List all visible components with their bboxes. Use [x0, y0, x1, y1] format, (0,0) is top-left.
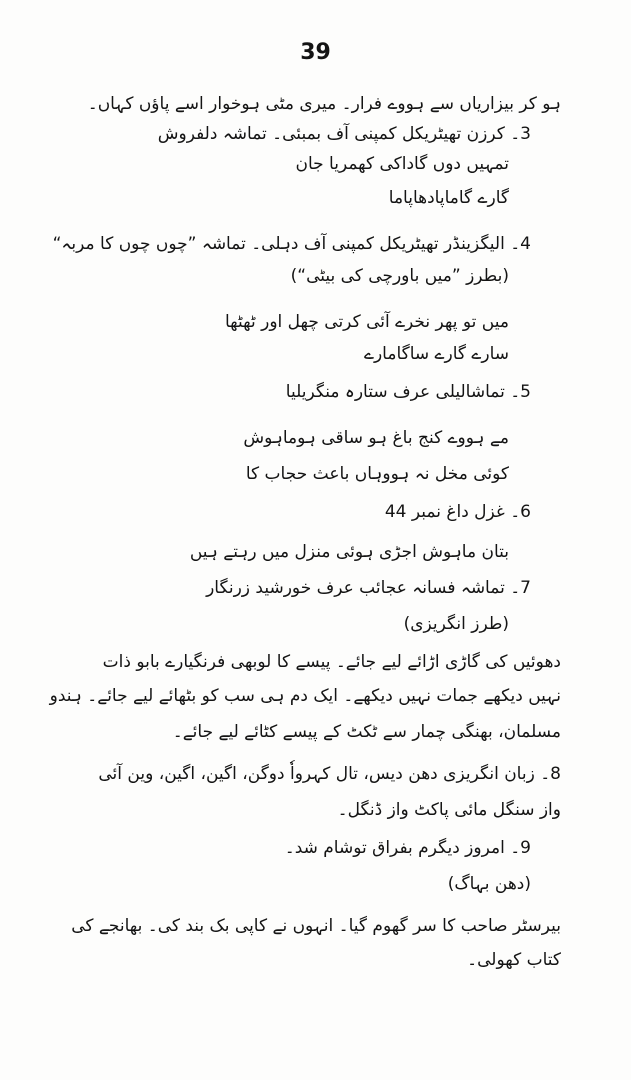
text-line: کوئی مخل نہ ہووہاں باعث حجاب کا — [245, 464, 509, 484]
text-line: میں تو پھر نخرے آئی کرتی چھل اور ٹھٹھا — [225, 312, 509, 332]
text-line: مے ہووے کنج باغ ہو ساقی ہوماہوش — [243, 428, 509, 448]
text-line: تمہیں دوں گاداکی کھمریا جان — [295, 154, 509, 174]
text-line: 4۔ الیگزینڈر تھیٹریکل کمپنی آف دہلی۔ تماشہ ”چوں چوں کا مربہ“ — [52, 234, 531, 254]
text-line: (دھن بہاگ) — [447, 874, 531, 894]
text-line: سارے گارے ساگامارے — [364, 344, 509, 364]
text-line: (بطرز ”میں باورچی کی بیٹی“) — [290, 266, 509, 286]
text-line: (طرز انگریزی) — [403, 614, 509, 634]
text-line: گارے گاماپادھاپاما — [388, 188, 509, 208]
text-line: ہو کر بیزاریاں سے ہووے فرار۔ میری مٹی ہوخوار اسے پاؤں کہاں۔ — [87, 94, 561, 114]
text-line: 9۔ امروز دیگرم بفراق توشام شد۔ — [284, 838, 531, 858]
text-line: 6۔ غزل داغ نمبر 44 — [384, 502, 531, 522]
text-line: مسلمان، بھنگی چمار سے ٹکٹ کے پیسے کٹائے لیے جائے۔ — [172, 722, 561, 742]
page-number: 39 — [300, 40, 331, 65]
text-line: 8۔ زبان انگریزی دھن دیس، تال کہرواٗ دوگن، اگین، اگین، وین آئی — [98, 764, 561, 784]
text-line: 7۔ تماشہ فسانہ عجائب عرف خورشید زرنگار — [206, 578, 531, 598]
text-line: دھوئیں کی گاڑی اڑائے لیے جائے۔ پیسے کا لوبھی فرنگیارے بابو ذات — [102, 652, 561, 672]
text-line: کتاب کھولی۔ — [467, 950, 561, 970]
text-line: 5۔ تماشالیلی عرف ستارہ منگریلیا — [285, 382, 531, 402]
text-line: 3۔ کرزن تھیٹریکل کمپنی آف بمبئی۔ تماشہ دلفروش — [157, 124, 531, 144]
text-line: بتان ماہوش اجڑی ہوئی منزل میں رہتے ہیں — [189, 542, 509, 562]
text-line: واز سنگل مائی پاکٹ واز ڈنگل۔ — [337, 800, 561, 820]
text-line: نہیں دیکھے جمات نہیں دیکھے۔ ایک دم ہی سب کو بٹھائے لیے جائے۔ ہندو — [49, 686, 561, 706]
text-line: بیرسٹر صاحب کا سر گھوم گیا۔ انہوں نے کاپی بک بند کی۔ بھانجے کی — [71, 916, 561, 936]
